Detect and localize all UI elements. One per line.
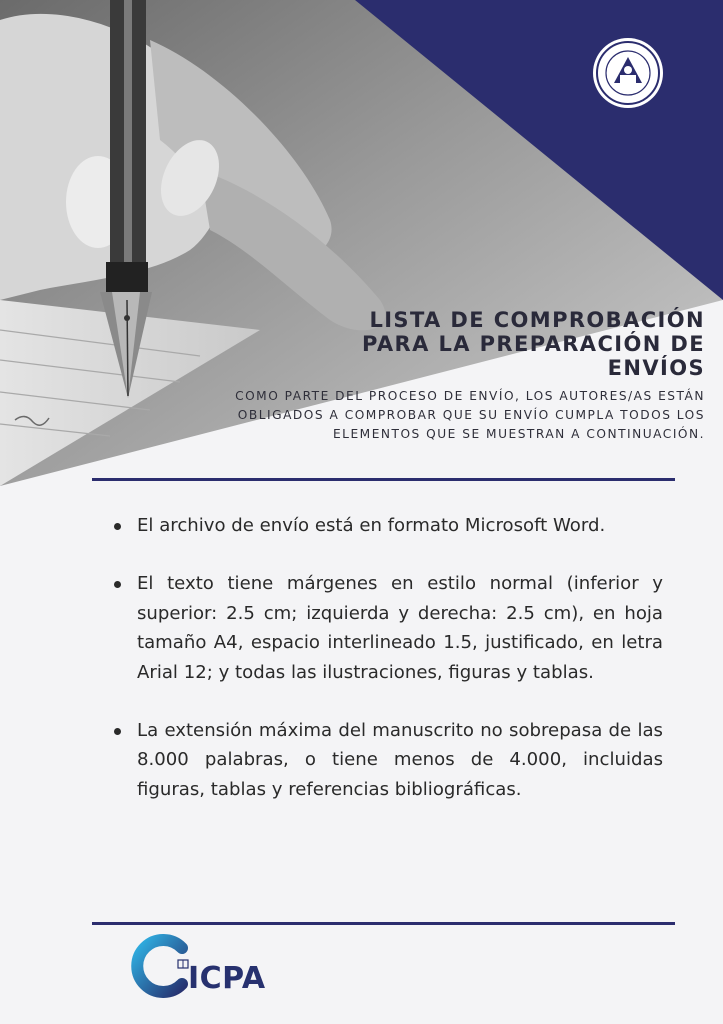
bottom-divider [92,922,675,925]
checklist-item-text: El texto tiene márgenes en estilo normal (inferior y superior: 2.5 cm; izquierda y derecha: 2.5 cm), en hoja tamaño A4, espacio interlineado 1.5, justificado, en letra Arial 12; y todas las ilustraciones, figuras y tablas. [137,573,663,683]
checklist [112,511,663,833]
checklist-item-text: La extensión máxima del manuscrito no sobrepasa de las 8.000 palabras, o tiene menos de 4.000, incluidas figuras, tablas y referencias bibliográficas. [137,720,663,800]
university-seal-icon [592,37,664,109]
top-divider [92,478,675,481]
intro-line: ELEMENTOS QUE SE MUESTRAN A CONTINUACIÓN. [332,427,705,441]
page-title [185,308,705,380]
bullet-icon [114,581,121,588]
title-line: PARA LA PREPARACIÓN DE [362,332,705,356]
intro-text [145,387,705,444]
checklist-item [112,716,663,804]
logo-wordmark: ICPA [188,961,266,996]
bullet-icon [114,523,121,530]
checklist-item [112,511,663,540]
title-line: ENVÍOS [607,356,705,380]
checklist-item [112,569,663,687]
title-line: LISTA DE COMPROBACIÓN [369,308,705,332]
bullet-icon [114,728,121,735]
checklist-item-text: El archivo de envío está en formato Microsoft Word. [137,515,606,536]
intro-line: COMO PARTE DEL PROCESO DE ENVÍO, LOS AUTORES/AS ESTÁN [235,389,705,403]
intro-line: OBLIGADOS A COMPROBAR QUE SU ENVÍO CUMPLA TODOS LOS [237,408,705,422]
